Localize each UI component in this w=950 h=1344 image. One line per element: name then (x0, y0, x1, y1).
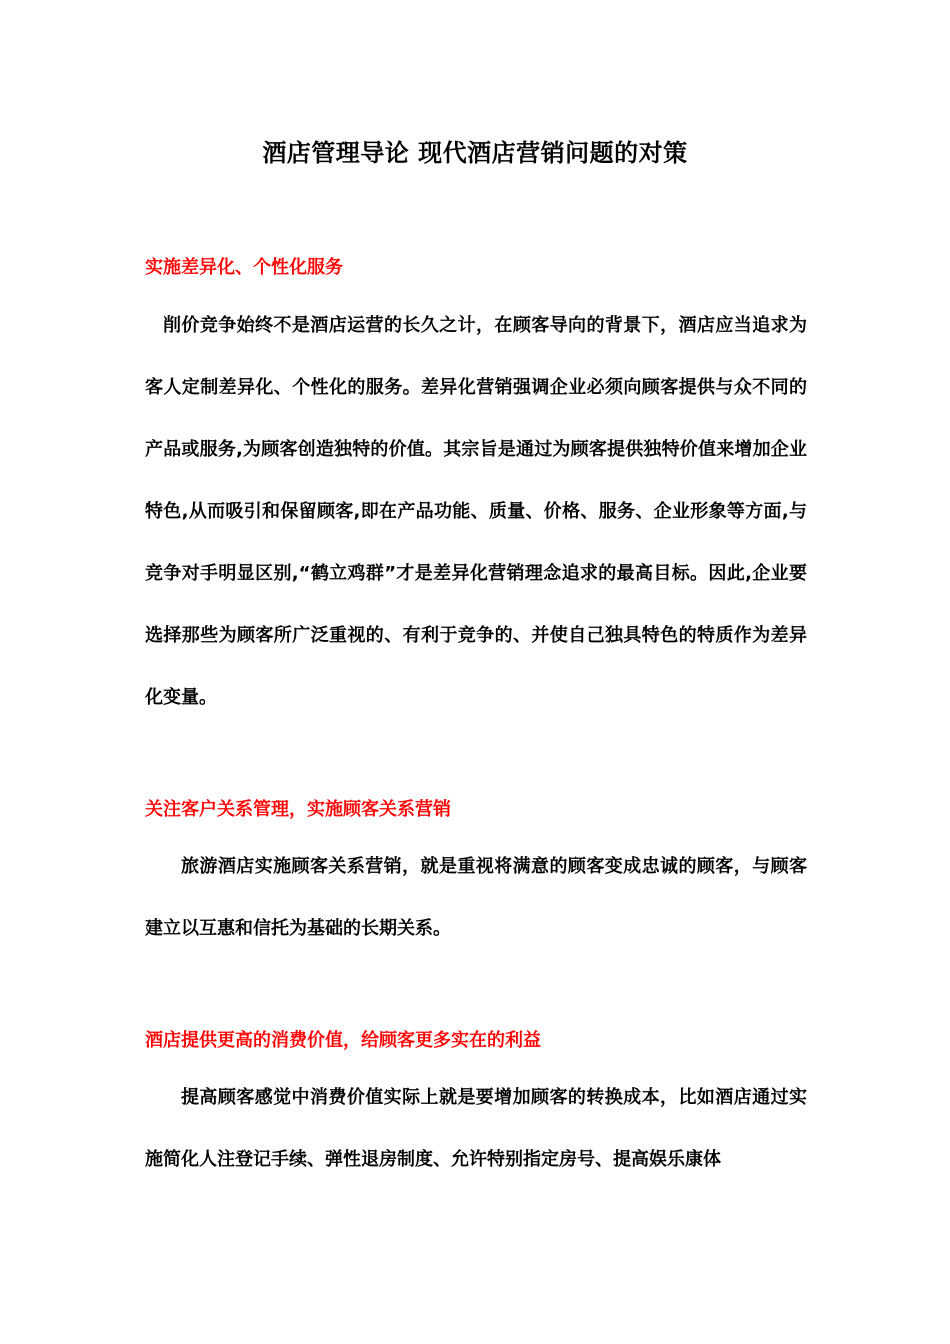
section-heading-differentiation: 实施差异化、个性化服务 (145, 257, 343, 278)
document-title: 酒店管理导论 现代酒店营销问题的对策 (262, 139, 688, 167)
section-paragraph-customer-relations: 旅游酒店实施顾客关系营销，就是重视将满意的顾客变成忠诚的顾客，与顾客建立以互惠和信托为基础的长期关系。 (145, 856, 807, 939)
section-heading-customer-relations: 关注客户关系管理，实施顾客关系营销 (145, 799, 451, 820)
section-paragraph-consumer-value: 提高顾客感觉中消费价值实际上就是要增加顾客的转换成本，比如酒店通过实施简化人注登记手续、弹性退房制度、允许特别指定房号、提高娱乐康体 (145, 1087, 807, 1170)
section-paragraph-differentiation: 削价竞争始终不是酒店运营的长久之计，在顾客导向的背景下，酒店应当追求为客人定制差异化、个性化的服务。差异化营销强调企业必须向顾客提供与众不同的产品或服务,为顾客创造独特的价值。其宗旨是通过为顾客提供独特价值来增加企业特色,从而吸引和保留顾客,即在产品功能、质量、价格、服务、企业形象等方面,与竞争对手明显区别,“鹤立鸡群”才是差异化营销理念追求的最高目标。因此,企业要选择那些为顾客所广泛重视的、有利于竞争的、并使自己独具特色的特质作为差异化变量。 (145, 315, 807, 708)
section-heading-consumer-value: 酒店提供更高的消费价值，给顾客更多实在的利益 (145, 1030, 541, 1051)
